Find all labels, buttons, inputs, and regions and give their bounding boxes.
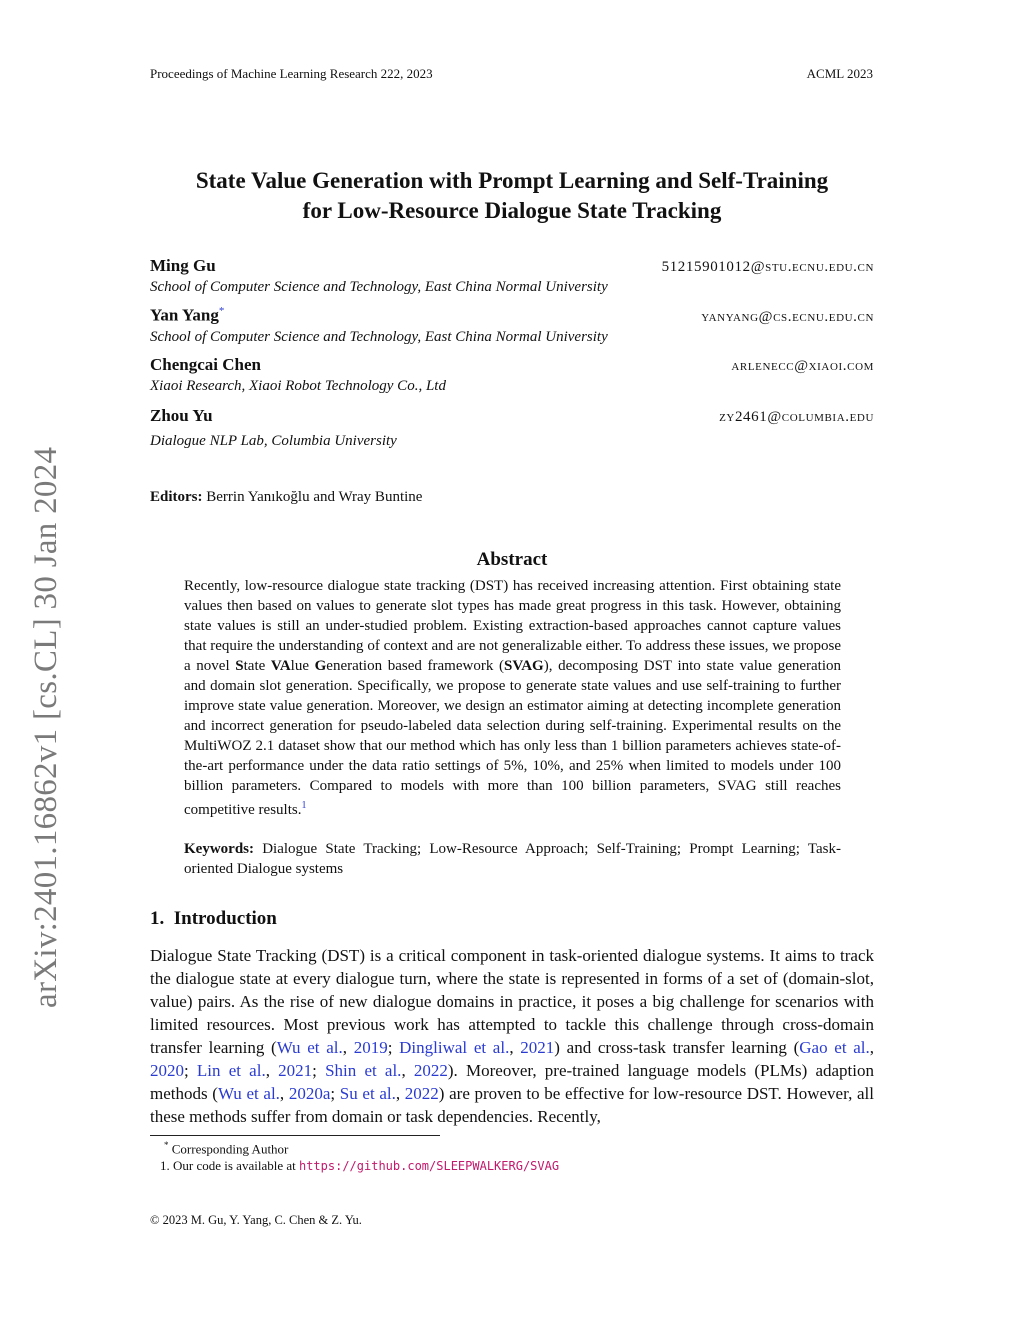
author-block [150, 355, 874, 395]
citation-link[interactable]: Lin et al. [196, 1061, 266, 1080]
author-block [150, 305, 874, 346]
running-header-left: Proceedings of Machine Learning Research 222, 2023 [150, 66, 433, 81]
body-text: ) and cross-task transfer learning ( [554, 1038, 800, 1057]
section-number: 1. [150, 908, 165, 929]
introduction-paragraph: Dialogue State Tracking (DST) is a critical component in task-oriented dialogue systems. It aims to track the dialogue state at every dialogue turn, where the state is represented in forms of a set of (domain-slot, value) pairs. As the rise of new dialogue domains in practice, it poses a big challenge for scenarios with limited resources. Most previous work has attempted to tackle this challenge through cross-domain transfer learning (Wu et al., 2019; Dingliwal et al., 2021) and cross-task transfer learning (Gao et al., 2020; Lin et al., 2021; Shin et al., 2022). Moreover, pre-trained language models (PLMs) adaption methods (Wu et al., 2020a; Su et al., 2022) are proven to be effective for low-resource DST. However, all these methods suffer from domain or task dependencies. Recently, [150, 946, 875, 1126]
copyright-notice: © 2023 M. Gu, Y. Yang, C. Chen & Z. Yu. [150, 1213, 362, 1227]
author-block [150, 256, 874, 296]
citation-link[interactable]: 2022 [404, 1084, 439, 1103]
body-text: ) are proven to be effective for low-resource DST. However, all these methods suffer from domain or task dependencies. Recently, [150, 1084, 874, 1126]
author-affiliation: Dialogue NLP Lab, Columbia University [150, 433, 397, 449]
author-affiliation: School of Computer Science and Technology, East China Normal University [150, 279, 608, 295]
corresponding-author-mark[interactable]: * [218, 305, 225, 317]
citation-link[interactable]: 2019 [353, 1038, 388, 1057]
body-text: ). Moreover, pre-trained language models (PLMs) adaption methods ( [150, 1061, 875, 1103]
section-title: Introduction [173, 908, 277, 929]
author-email: yanyang@cs.ecnu.edu.cn [701, 308, 874, 325]
author-name: Zhou Yu [150, 406, 213, 425]
body-text: Dialogue State Tracking (DST) is a critical component in task-oriented dialogue systems. It aims to track the dialogue state at every dialogue turn, where the state is represented in forms of a set of (domain-slot, value) pairs. As the rise of new dialogue domains in practice, it poses a big challenge for scenarios with limited resources. Most previous work has attempted to tackle this challenge through cross-domain transfer learning ( [150, 946, 874, 1057]
editors-label: Editors: [150, 489, 203, 505]
paper-title [120, 166, 904, 226]
citation-link[interactable]: 2021 [520, 1038, 555, 1057]
footnote-link[interactable]: 1 [301, 800, 307, 811]
keywords-text: Dialogue State Tracking; Low-Resource Approach; Self-Training; Prompt Learning; Task-oriented Dialogue systems [184, 841, 841, 877]
abstract-body [184, 576, 841, 820]
abstract-text: tate [243, 658, 271, 674]
author-name: Yan Yang [150, 305, 219, 325]
abstract-heading: Abstract [476, 549, 548, 570]
author-email: zy2461@columbia.edu [719, 409, 874, 425]
footnote-corresponding [150, 1140, 288, 1157]
citation-link[interactable]: Gao et al. [799, 1038, 870, 1057]
citation-link[interactable]: 2020 [150, 1061, 184, 1080]
title-line-1: State Value Generation with Prompt Learning and Self-Training [195, 168, 829, 193]
keywords [184, 839, 841, 879]
citation-link[interactable]: Shin et al. [325, 1061, 402, 1080]
citation-link[interactable]: Su et al. [339, 1084, 396, 1103]
acronym-letter: VA [270, 658, 291, 674]
body-text: ; [387, 1038, 400, 1057]
author-affiliation: Xiaoi Research, Xiaoi Robot Technology Co., Ltd [150, 378, 446, 394]
citation-link[interactable]: Wu et al. [276, 1038, 343, 1057]
abstract-text: ), decomposing DST into state value generation and domain slot generation. Specifically, we propose to generate state values and use self-training to further improve state value generation. Moreover, we design an estimator aiming at detecting incomplete generation and incorrect generation for pseudo-labeled data selection during self-training. Experimental results on the MultiWOZ 2.1 dataset show that our method which has only less than 1 billion parameters achieves state-of-the-art performance under the data ratio settings of 5%, 10%, and 25% when limited to models under 100 billion parameters. Compared to models with more than 100 billion parameters, SVAG still reaches competitive results. [184, 658, 841, 818]
abstract-text: eneration based framework ( [326, 658, 504, 674]
acronym-letter: S [235, 658, 244, 674]
footnote-text: Our code is available at [173, 1158, 296, 1173]
title-line-2: for Low-Resource Dialogue State Tracking [302, 198, 722, 223]
footnote-text: Corresponding Author [171, 1141, 289, 1157]
footnote-mark: 1. [160, 1158, 170, 1173]
citation-link[interactable]: 2020a [288, 1084, 331, 1103]
author-email: 51215901012@stu.ecnu.edu.cn [661, 259, 874, 275]
section-heading [150, 908, 277, 930]
code-url-link[interactable]: https://github.com/SLEEPWALKERG/SVAG [298, 1159, 560, 1173]
running-header-right: ACML 2023 [806, 66, 873, 81]
footnote-code [150, 1158, 559, 1174]
author-email: arlenecc@xiaoi.com [731, 358, 874, 374]
author-name: Ming Gu [150, 256, 216, 275]
footnote-mark: * [164, 1140, 169, 1150]
citation-link[interactable]: Wu et al. [217, 1084, 280, 1103]
author-block [150, 406, 874, 450]
editors-line [150, 489, 422, 506]
author-affiliation: School of Computer Science and Technology, East China Normal University [150, 328, 608, 345]
arxiv-stamp: arXiv:2401.16862v1 [cs.CL] 30 Jan 2024 [28, 446, 64, 1008]
method-acronym: SVAG [503, 658, 544, 674]
abstract-text: lue [290, 658, 315, 674]
abstract-text: Recently, low-resource dialogue state tracking (DST) has received increasing attention. First obtaining state values then based on values to generate slot types has made great progress in this task. However, obtaining state values is still an under-studied problem. Existing extraction-based approaches cannot capture values that require the understanding of context and are not generalizable either. To address these issues, we propose a novel [184, 578, 841, 674]
keywords-label: Keywords: [184, 841, 254, 857]
citation-link[interactable]: 2022 [413, 1061, 448, 1080]
citation-link[interactable]: 2021 [278, 1061, 313, 1080]
editors-names: Berrin Yanıkoğlu and Wray Buntine [206, 489, 423, 505]
citation-link[interactable]: Dingliwal et al. [399, 1038, 510, 1057]
acronym-letter: G [314, 658, 327, 674]
author-name: Chengcai Chen [150, 355, 261, 374]
footnote-rule [150, 1135, 440, 1136]
